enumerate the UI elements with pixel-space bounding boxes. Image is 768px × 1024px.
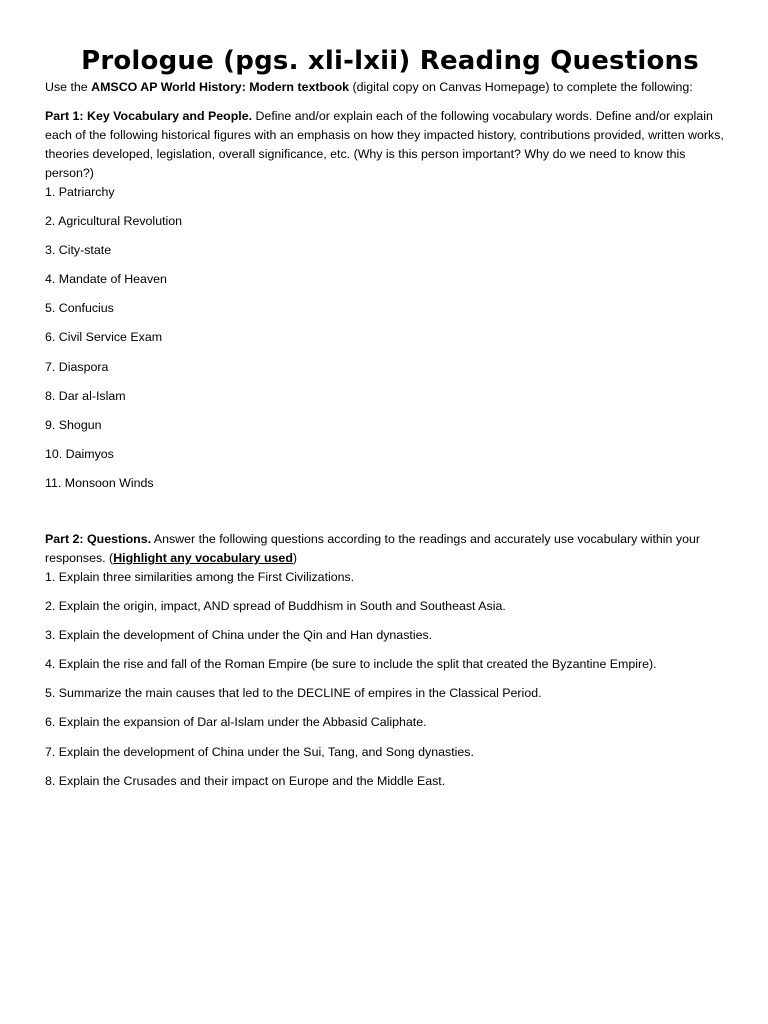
vocab-item: 8. Dar al-Islam <box>45 388 126 403</box>
vocab-item: 10. Daimyos <box>45 446 114 461</box>
vocab-item: 3. City-state <box>45 243 112 258</box>
question-item: 5. Summarize the main causes that led to the DECLINE of empires in the Classical Period. <box>45 686 542 701</box>
vocab-item: 5. Confucius <box>45 301 114 316</box>
vocab-item: 1. Patriarchy <box>45 185 115 199</box>
part2-text: Answer the following questions according to the readings and accurately use vocabulary within your responses. ( <box>45 531 700 565</box>
vocab-item: 7. Diaspora <box>45 359 109 374</box>
part1-text: Define and/or explain each of the following vocabulary words. Define and/or explain each of the following historical figures with an emphasis on how they impacted history, contributions provided, written works, theories developed, legislation, overall significance, etc. (Why is this person important? Why do we need to know this person?) <box>45 109 724 180</box>
questions-list <box>45 568 735 791</box>
part2-close: ) <box>292 550 298 565</box>
intro-post: (digital copy on Canvas Homepage) to complete the following: <box>349 80 693 94</box>
intro-pre: Use the <box>45 80 92 94</box>
question-item: 4. Explain the rise and fall of the Roman Empire (be sure to include the split that created the Byzantine Empire). <box>45 657 657 672</box>
question-item: 1. Explain three similarities among the First Civilizations. <box>45 569 355 584</box>
question-item: 8. Explain the Crusades and their impact on Europe and the Middle East. <box>45 773 446 788</box>
question-item: 2. Explain the origin, impact, AND spread of Buddhism in South and Southeast Asia. <box>45 599 506 614</box>
vocab-item: 9. Shogun <box>45 417 102 432</box>
question-item: 7. Explain the development of China under the Sui, Tang, and Song dynasties. <box>45 744 474 759</box>
highlight-instruction: Highlight any vocabulary used <box>113 550 293 565</box>
textbook-name: AMSCO AP World History: Modern textbook <box>91 80 350 94</box>
part2-instructions <box>45 530 735 568</box>
question-item: 3. Explain the development of China under the Qin and Han dynasties. <box>45 628 433 643</box>
document-page <box>45 44 735 801</box>
vocabulary-list <box>45 183 735 493</box>
intro-paragraph <box>45 78 735 97</box>
vocab-item: 6. Civil Service Exam <box>45 330 163 345</box>
part1-heading: Part 1: Key Vocabulary and People. <box>45 109 253 123</box>
part2-heading: Part 2: Questions. <box>45 531 152 546</box>
vocab-item: 4. Mandate of Heaven <box>45 272 167 287</box>
question-item: 6. Explain the expansion of Dar al-Islam under the Abbasid Caliphate. <box>45 715 427 730</box>
vocab-item: 11. Monsoon Winds <box>45 475 154 490</box>
vocab-item: 2. Agricultural Revolution <box>45 214 183 229</box>
document-title: Prologue (pgs. xli-lxii) Reading Questions <box>81 46 699 76</box>
part1-instructions <box>45 107 735 183</box>
